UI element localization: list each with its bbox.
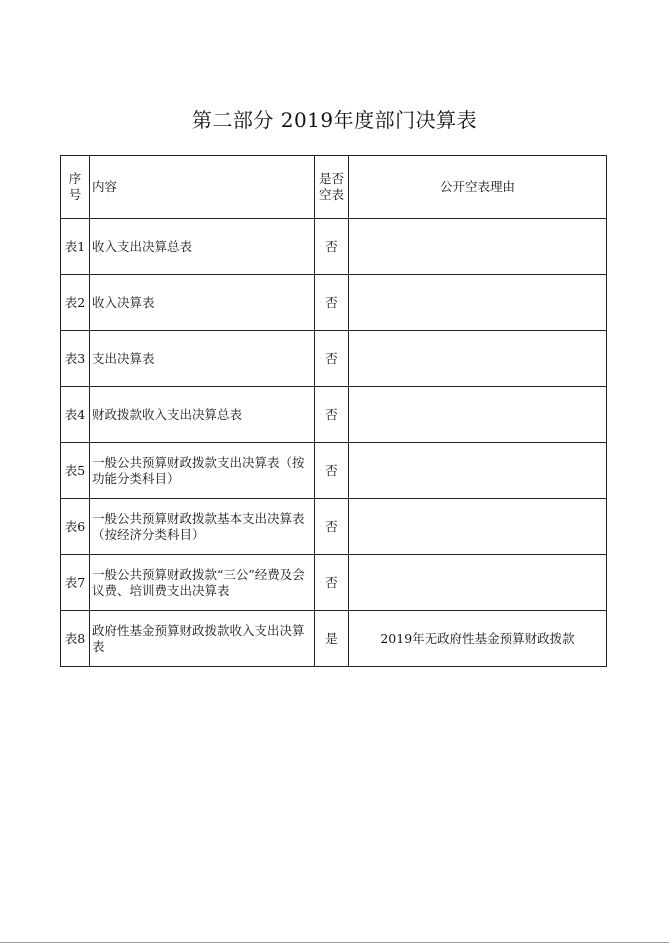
header-content: 内容 — [90, 156, 315, 219]
row-seq: 表5 — [61, 443, 90, 499]
row-content: 政府性基金预算财政拨款收入支出决算表 — [90, 611, 315, 667]
page-bottom-divider — [0, 942, 669, 943]
table-row — [61, 443, 607, 499]
table-row — [61, 499, 607, 555]
row-is-empty: 否 — [315, 219, 349, 275]
table-row — [61, 611, 607, 667]
row-seq: 表8 — [61, 611, 90, 667]
header-is-empty: 是否空表 — [315, 156, 349, 219]
row-is-empty: 是 — [315, 611, 349, 667]
table-row — [61, 555, 607, 611]
row-seq: 表3 — [61, 331, 90, 387]
row-is-empty: 否 — [315, 443, 349, 499]
row-reason — [349, 443, 607, 499]
row-reason: 2019年无政府性基金预算财政拨款 — [349, 611, 607, 667]
row-seq: 表6 — [61, 499, 90, 555]
page-title: 第二部分 2019年度部门决算表 — [191, 108, 478, 132]
row-reason — [349, 555, 607, 611]
row-reason — [349, 275, 607, 331]
row-is-empty: 否 — [315, 331, 349, 387]
row-content: 收入决算表 — [90, 275, 315, 331]
header-seq: 序号 — [61, 156, 90, 219]
row-reason — [349, 219, 607, 275]
table-row — [61, 387, 607, 443]
row-content: 支出决算表 — [90, 331, 315, 387]
table-row — [61, 331, 607, 387]
row-reason — [349, 387, 607, 443]
table-row — [61, 275, 607, 331]
row-is-empty: 否 — [315, 499, 349, 555]
row-reason — [349, 331, 607, 387]
budget-table — [60, 155, 607, 667]
header-reason: 公开空表理由 — [349, 156, 607, 219]
row-content: 财政拨款收入支出决算总表 — [90, 387, 315, 443]
row-seq: 表7 — [61, 555, 90, 611]
row-seq: 表1 — [61, 219, 90, 275]
row-content: 收入支出决算总表 — [90, 219, 315, 275]
row-is-empty: 否 — [315, 387, 349, 443]
table-row — [61, 219, 607, 275]
row-content: 一般公共预算财政拨款支出决算表（按功能分类科目） — [90, 443, 315, 499]
table-header-row — [61, 156, 607, 219]
row-is-empty: 否 — [315, 555, 349, 611]
row-content: 一般公共预算财政拨款基本支出决算表（按经济分类科目） — [90, 499, 315, 555]
row-is-empty: 否 — [315, 275, 349, 331]
row-content: 一般公共预算财政拨款“三公”经费及会议费、培训费支出决算表 — [90, 555, 315, 611]
row-seq: 表2 — [61, 275, 90, 331]
row-reason — [349, 499, 607, 555]
row-seq: 表4 — [61, 387, 90, 443]
